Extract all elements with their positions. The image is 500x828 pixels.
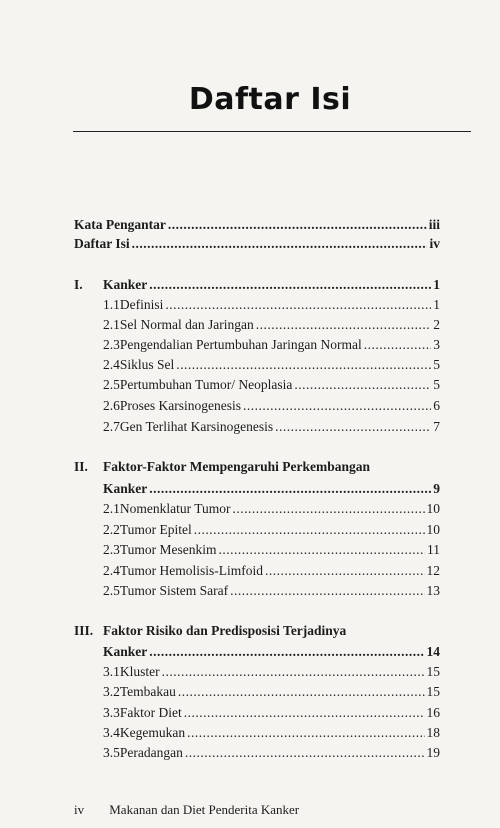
section-page: 7 bbox=[433, 419, 440, 434]
dot-leader bbox=[294, 374, 431, 396]
section-label: Pertumbuhan Tumor/ Neoplasia bbox=[119, 377, 293, 392]
toc-section[interactable] bbox=[103, 395, 440, 417]
toc-entry-page: iv bbox=[429, 236, 440, 251]
section-number: 3.2 bbox=[103, 684, 120, 699]
section-page: 13 bbox=[426, 583, 440, 598]
toc-section[interactable] bbox=[103, 580, 440, 602]
section-page: 1 bbox=[433, 297, 440, 312]
section-number: 2.4 bbox=[103, 357, 120, 372]
toc-section[interactable] bbox=[103, 722, 440, 744]
toc-section[interactable] bbox=[103, 539, 440, 561]
section-number: 3.5 bbox=[103, 745, 120, 760]
section-label: Tumor Epitel bbox=[119, 522, 192, 537]
section-label: Gen Terlihat Karsinogenesis bbox=[119, 419, 274, 434]
dot-leader bbox=[265, 560, 424, 582]
dot-leader bbox=[219, 539, 425, 561]
section-number: 2.4 bbox=[103, 563, 120, 578]
section-label: Siklus Sel bbox=[119, 357, 175, 372]
section-label: Sel Normal dan Jaringan bbox=[119, 317, 254, 332]
toc-section[interactable] bbox=[103, 560, 440, 582]
toc-section[interactable] bbox=[103, 354, 440, 376]
toc-section[interactable] bbox=[103, 334, 440, 356]
dot-leader bbox=[176, 354, 431, 376]
section-number: 2.1 bbox=[103, 317, 120, 332]
title-rule bbox=[73, 131, 471, 132]
toc-section[interactable] bbox=[103, 374, 440, 396]
chapter-title: Kanker bbox=[103, 644, 148, 659]
section-page: 15 bbox=[426, 664, 440, 679]
section-number: 3.1 bbox=[103, 664, 120, 679]
chapter-page: 14 bbox=[426, 644, 440, 659]
toc-section[interactable] bbox=[103, 742, 440, 764]
section-page: 2 bbox=[433, 317, 440, 332]
section-page: 5 bbox=[433, 377, 440, 392]
section-label: Pengendalian Pertumbuhan Jaringan Normal bbox=[119, 337, 362, 352]
section-label: Faktor Diet bbox=[119, 705, 182, 720]
chapter-number: I. bbox=[74, 277, 83, 292]
section-label: Tumor Hemolisis-Limfoid bbox=[119, 563, 264, 578]
dot-leader bbox=[149, 274, 431, 296]
dot-leader bbox=[132, 233, 428, 255]
dot-leader bbox=[256, 314, 432, 336]
toc-chapter-1[interactable] bbox=[103, 274, 440, 296]
toc-chapter-3[interactable] bbox=[103, 641, 440, 663]
dot-leader bbox=[187, 722, 424, 744]
chapter-page: 9 bbox=[433, 481, 440, 496]
section-page: 16 bbox=[426, 705, 440, 720]
section-number: 2.5 bbox=[103, 377, 120, 392]
section-number: 2.5 bbox=[103, 583, 120, 598]
chapter-title: Kanker bbox=[103, 277, 148, 292]
toc-section[interactable] bbox=[103, 681, 440, 703]
section-number: 3.3 bbox=[103, 705, 120, 720]
section-number: 2.3 bbox=[103, 542, 120, 557]
page-title: Daftar Isi bbox=[188, 82, 352, 117]
section-number: 2.7 bbox=[103, 419, 120, 434]
section-page: 10 bbox=[426, 501, 440, 516]
section-label: Tumor Mesenkim bbox=[119, 542, 217, 557]
toc-entry-label: Kata Pengantar bbox=[74, 217, 166, 232]
chapter-page: 1 bbox=[433, 277, 440, 292]
toc-section[interactable] bbox=[103, 702, 440, 724]
chapter-title-line: Faktor-Faktor Mempengaruhi Perkembangan bbox=[103, 459, 370, 474]
toc-section[interactable] bbox=[103, 314, 440, 336]
dot-leader bbox=[230, 580, 424, 602]
chapter-number: III. bbox=[74, 623, 94, 638]
dot-leader bbox=[184, 702, 425, 724]
chapter-title-line: Faktor Risiko dan Predisposisi Terjadinya bbox=[103, 623, 347, 638]
section-label: Nomenklatur Tumor bbox=[119, 501, 231, 516]
section-label: Kluster bbox=[119, 664, 160, 679]
section-number: 1.1 bbox=[103, 297, 120, 312]
section-page: 5 bbox=[433, 357, 440, 372]
toc-section[interactable] bbox=[103, 416, 440, 438]
dot-leader bbox=[162, 661, 425, 683]
dot-leader bbox=[149, 641, 424, 663]
section-page: 11 bbox=[427, 542, 440, 557]
dot-leader bbox=[364, 334, 432, 356]
toc-section[interactable] bbox=[103, 661, 440, 683]
section-page: 15 bbox=[426, 684, 440, 699]
section-page: 10 bbox=[426, 522, 440, 537]
footer-book-title: Makanan dan Diet Penderita Kanker bbox=[109, 802, 300, 817]
dot-leader bbox=[165, 294, 431, 316]
section-number: 2.6 bbox=[103, 398, 120, 413]
toc-entry-label: Daftar Isi bbox=[74, 236, 130, 251]
section-number: 2.1 bbox=[103, 501, 120, 516]
toc-chapter-2[interactable] bbox=[103, 478, 440, 500]
section-number: 3.4 bbox=[103, 725, 120, 740]
chapter-number: II. bbox=[74, 459, 88, 474]
toc-section[interactable] bbox=[103, 498, 440, 520]
section-page: 18 bbox=[426, 725, 440, 740]
section-label: Tembakau bbox=[119, 684, 176, 699]
toc-section[interactable] bbox=[103, 294, 440, 316]
section-page: 3 bbox=[433, 337, 440, 352]
section-label: Kegemukan bbox=[119, 725, 186, 740]
toc-entry-daftar-isi[interactable] bbox=[74, 233, 440, 255]
dot-leader bbox=[243, 395, 431, 417]
section-page: 19 bbox=[426, 745, 440, 760]
toc-entry-page: iii bbox=[428, 217, 440, 232]
dot-leader bbox=[275, 416, 431, 438]
section-label: Tumor Sistem Saraf bbox=[119, 583, 229, 598]
section-label: Peradangan bbox=[119, 745, 183, 760]
dot-leader bbox=[233, 498, 425, 520]
section-label: Proses Karsinogenesis bbox=[119, 398, 241, 413]
section-label: Definisi bbox=[119, 297, 164, 312]
dot-leader bbox=[194, 519, 425, 541]
section-page: 6 bbox=[433, 398, 440, 413]
section-number: 2.3 bbox=[103, 337, 120, 352]
section-number: 2.2 bbox=[103, 522, 120, 537]
dot-leader bbox=[178, 681, 425, 703]
dot-leader bbox=[149, 478, 431, 500]
page-footer bbox=[74, 800, 299, 820]
chapter-title: Kanker bbox=[103, 481, 148, 496]
dot-leader bbox=[185, 742, 425, 764]
toc-section[interactable] bbox=[103, 519, 440, 541]
section-page: 12 bbox=[426, 563, 440, 578]
footer-page-number: iv bbox=[74, 802, 85, 817]
